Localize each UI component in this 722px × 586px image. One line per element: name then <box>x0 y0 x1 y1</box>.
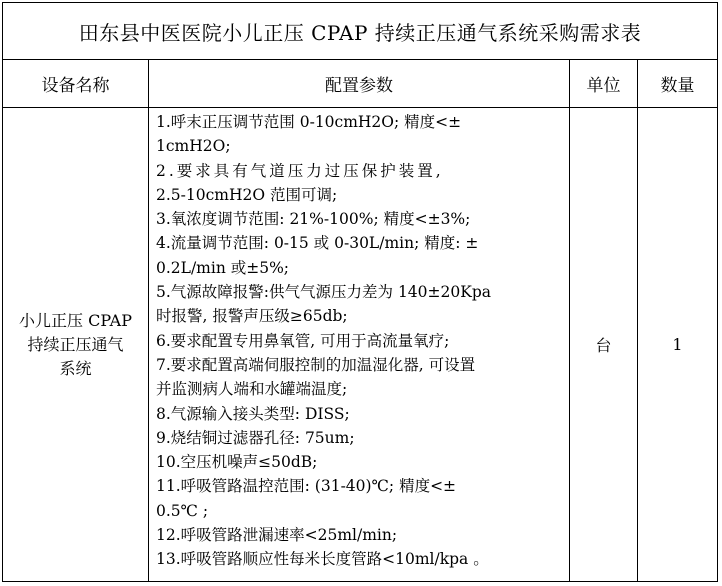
config-params-cell <box>149 108 570 581</box>
table-row <box>3 108 717 581</box>
unit-cell: 台 <box>570 108 638 581</box>
spec-line: 3.氧浓度调节范围: 21%-100%; 精度<±3%; <box>156 210 471 229</box>
spec-line: 8.气源输入接头类型: DISS; <box>156 404 350 423</box>
spec-line: 9.烧结铜过滤器孔径: 75um; <box>156 428 355 447</box>
device-name-line: 小儿正压 CPAP <box>19 310 132 330</box>
procurement-table <box>2 2 718 582</box>
spec-line: 1.呼末正压调节范围 0-10cmH2O; 精度<± <box>156 113 462 131</box>
spec-line: 2.5-10cmH2O 范围可调; <box>156 185 338 204</box>
spec-line: 并监测病人端和水罐端温度; <box>156 380 348 399</box>
header-config-params: 配置参数 <box>149 60 570 107</box>
spec-line: 时报警, 报警声压级≥65db; <box>156 307 348 326</box>
device-name-line: 系统 <box>59 358 92 378</box>
spec-line: 7.要求配置高端伺服控制的加温湿化器, 可设置 <box>156 355 476 374</box>
spec-line: 5.气源故障报警:供气气源压力差为 140±20Kpa <box>156 283 491 302</box>
spec-line: 1cmH2O; <box>156 137 231 156</box>
table-title: 田东县中医医院小儿正压 CPAP 持续正压通气系统采购需求表 <box>3 3 717 60</box>
spec-line: 11.呼吸管路温控范围: (31-40)℃; 精度<± <box>156 477 457 496</box>
header-unit: 单位 <box>570 60 638 107</box>
spec-line: 12.呼吸管路泄漏速率<25ml/min; <box>156 526 398 545</box>
header-row <box>3 60 717 108</box>
device-name-cell <box>3 108 149 581</box>
spec-line: 4.流量调节范围: 0-15 或 0-30L/min; 精度: ± <box>156 234 479 253</box>
quantity-cell: 1 <box>672 335 683 354</box>
header-device-name: 设备名称 <box>3 60 149 107</box>
spec-line: 0.5℃ ; <box>156 501 209 520</box>
spec-line: 13.呼吸管路顺应性每米长度管路<10ml/kpa 。 <box>156 550 489 569</box>
header-quantity: 数量 <box>660 76 695 96</box>
spec-line: 10.空压机噪声≤50dB; <box>156 453 318 472</box>
device-name-line: 持续正压通气 <box>27 334 124 354</box>
spec-line: 2.要求具有气道压力过压保护装置, <box>156 161 444 180</box>
spec-line: 0.2L/min 或±5%; <box>156 258 290 277</box>
spec-line: 6.要求配置专用鼻氧管, 可用于高流量氧疗; <box>156 331 450 350</box>
